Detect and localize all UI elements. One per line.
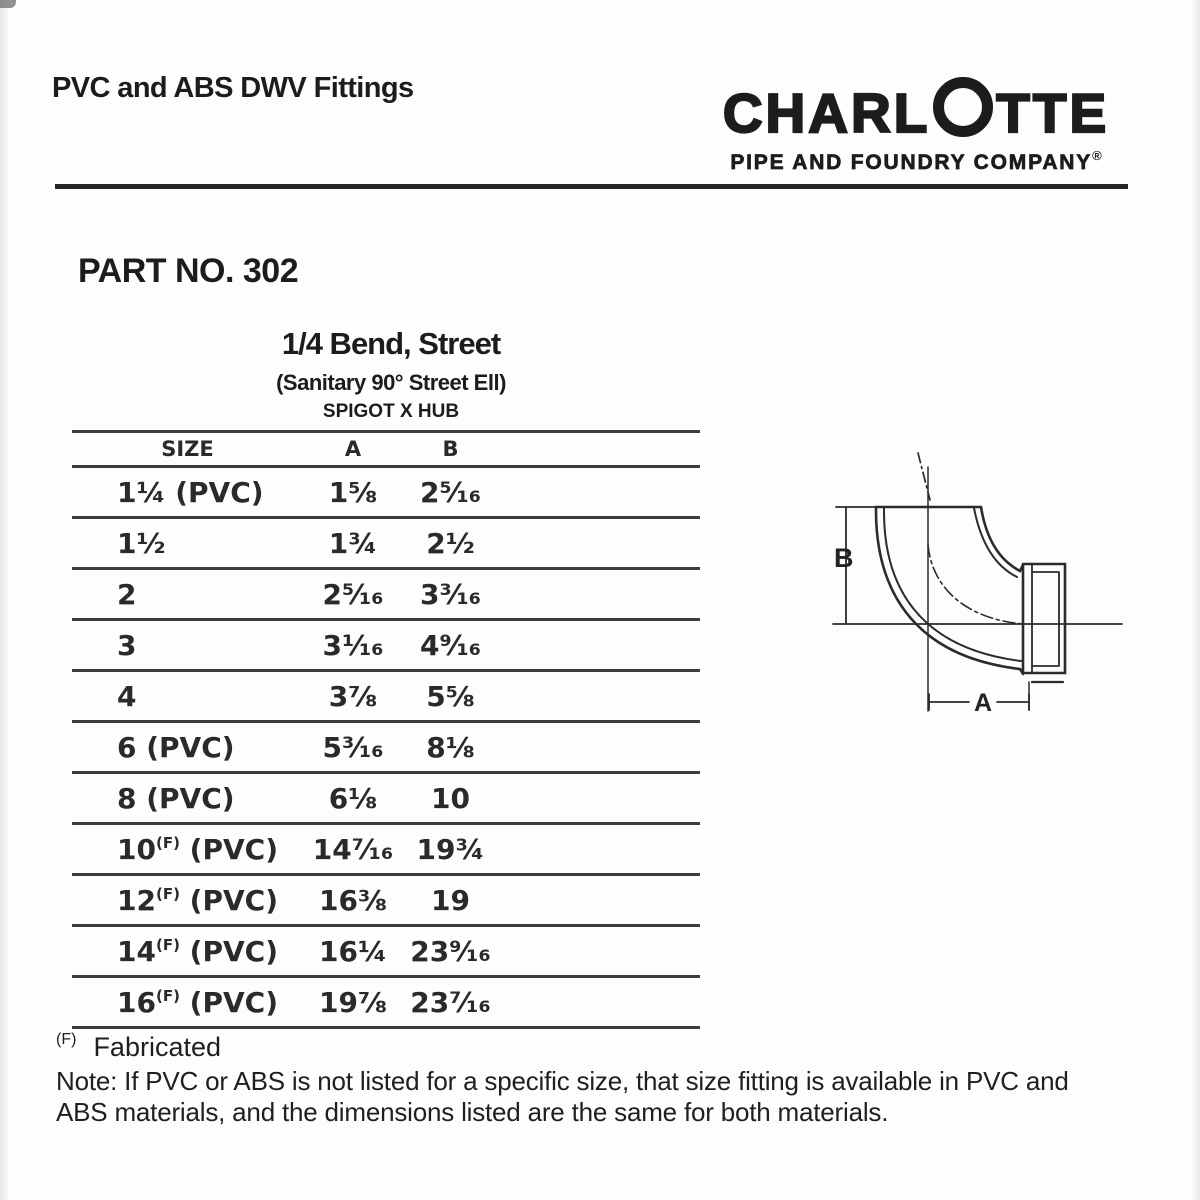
table-row bbox=[72, 978, 700, 1029]
dim-a-cell: 2⁵⁄₁₆ bbox=[322, 577, 384, 611]
logo-text-right: TTE bbox=[996, 82, 1110, 144]
logo-text-left: CHARL bbox=[722, 82, 931, 144]
charlotte-logo-wordmark bbox=[706, 72, 1126, 144]
part-number: PART NO. 302 bbox=[78, 252, 299, 290]
dim-label-b: B bbox=[834, 543, 854, 573]
header-divider bbox=[55, 184, 1128, 189]
column-header-size: SIZE bbox=[161, 437, 214, 461]
size-cell: $10^{(F)}$ (PVC) bbox=[117, 832, 279, 866]
dim-b-cell: 5⅝ bbox=[426, 679, 475, 713]
availability-note bbox=[56, 1066, 1166, 1128]
dim-b-cell: 4⁹⁄₁₆ bbox=[420, 628, 481, 662]
size-cell: 4 bbox=[117, 679, 137, 713]
note-line-1: Note: If PVC or ABS is not listed for a specific size, that size fitting is available in PVC and bbox=[56, 1066, 1069, 1096]
size-cell: 6 (PVC) bbox=[117, 730, 235, 764]
table-row bbox=[72, 468, 700, 519]
dim-b-cell: 23⁹⁄₁₆ bbox=[410, 934, 491, 968]
dim-a-cell: 3¹⁄₁₆ bbox=[322, 628, 384, 662]
size-cell: 1½ bbox=[117, 526, 166, 560]
elbow-diagram bbox=[830, 445, 1150, 745]
table-row bbox=[72, 876, 700, 927]
size-cell: $16^{(F)}$ (PVC) bbox=[117, 985, 279, 1019]
size-cell: 8 (PVC) bbox=[117, 781, 235, 815]
table-row bbox=[72, 570, 700, 621]
hub-inner-lines bbox=[1032, 572, 1059, 666]
inner-wall-inner-line bbox=[974, 508, 1017, 577]
size-cell: 2 bbox=[117, 577, 137, 611]
dim-a-cell: 5³⁄₁₆ bbox=[322, 730, 384, 764]
scan-corner-artifact bbox=[0, 0, 16, 8]
scan-edge-right bbox=[1190, 0, 1200, 1200]
charlotte-logo bbox=[706, 72, 1126, 175]
dim-b-cell: 3³⁄₁₆ bbox=[420, 577, 481, 611]
charlotte-logo-o-ring-icon bbox=[933, 77, 993, 137]
dim-b-cell: 10 bbox=[431, 781, 470, 815]
column-header-a: A bbox=[344, 437, 362, 461]
dim-b-cell: 8⅛ bbox=[426, 730, 475, 764]
dim-a-cell: 16¼ bbox=[319, 934, 387, 968]
size-cell: 1¼ (PVC) bbox=[117, 475, 264, 509]
dim-b-cell: 23⁷⁄₁₆ bbox=[410, 985, 491, 1019]
dim-b-cell: 2½ bbox=[426, 526, 475, 560]
dim-a-cell: 19⅞ bbox=[319, 985, 387, 1019]
product-subtitle: (Sanitary 90° Street Ell) bbox=[276, 370, 506, 395]
scan-edge-left bbox=[0, 0, 10, 1200]
product-heading bbox=[248, 326, 534, 423]
footnote-marker: (F) bbox=[56, 1031, 77, 1048]
outer-wall bbox=[876, 507, 1023, 674]
table-row bbox=[72, 723, 700, 774]
table-row bbox=[72, 621, 700, 672]
fitting-technical-drawing bbox=[830, 445, 1150, 745]
column-header-b: B bbox=[442, 437, 459, 461]
dim-a-cell: 3⅞ bbox=[328, 679, 378, 713]
dimensions-table bbox=[72, 430, 700, 1029]
outer-wall-inner-line bbox=[884, 508, 1021, 661]
inner-wall bbox=[981, 507, 1023, 571]
charlotte-logo-subtitle: PIPE AND FOUNDRY COMPANY® bbox=[730, 148, 1102, 174]
dim-b-cell: 19 bbox=[431, 883, 470, 917]
dim-a-cell: 14⁷⁄₁₆ bbox=[312, 832, 394, 866]
footnote-text: Fabricated bbox=[93, 1032, 222, 1062]
dim-a-cell: 16⅜ bbox=[319, 883, 387, 917]
dim-a-cell: 6⅛ bbox=[328, 781, 378, 815]
table-row bbox=[72, 519, 700, 570]
dim-a-cell: 1¾ bbox=[328, 526, 378, 560]
dim-b-cell: 19¾ bbox=[416, 832, 485, 866]
table-row bbox=[72, 825, 700, 876]
dim-label-a: A bbox=[974, 689, 993, 717]
table-header-row bbox=[72, 433, 700, 468]
dim-a-cell: 1⅝ bbox=[328, 475, 378, 509]
footnote-fabricated bbox=[56, 1031, 221, 1063]
size-cell: 3 bbox=[117, 628, 137, 662]
document-title: PVC and ABS DWV Fittings bbox=[52, 72, 414, 104]
size-cell: $12^{(F)}$ (PVC) bbox=[117, 883, 279, 917]
size-cell: $14^{(F)}$ (PVC) bbox=[117, 934, 279, 968]
table-row bbox=[72, 774, 700, 825]
table-row bbox=[72, 927, 700, 978]
registered-trademark-symbol: ® bbox=[1092, 148, 1102, 163]
note-line-2: ABS materials, and the dimensions listed are the same for both materials. bbox=[56, 1097, 889, 1127]
pipe-centerline-arc bbox=[928, 545, 1023, 624]
dim-b-cell: 2⁵⁄₁₆ bbox=[420, 475, 481, 509]
product-title: 1/4 Bend, Street bbox=[281, 326, 501, 361]
table-row bbox=[72, 672, 700, 723]
product-connection-type: SPIGOT X HUB bbox=[322, 401, 460, 422]
